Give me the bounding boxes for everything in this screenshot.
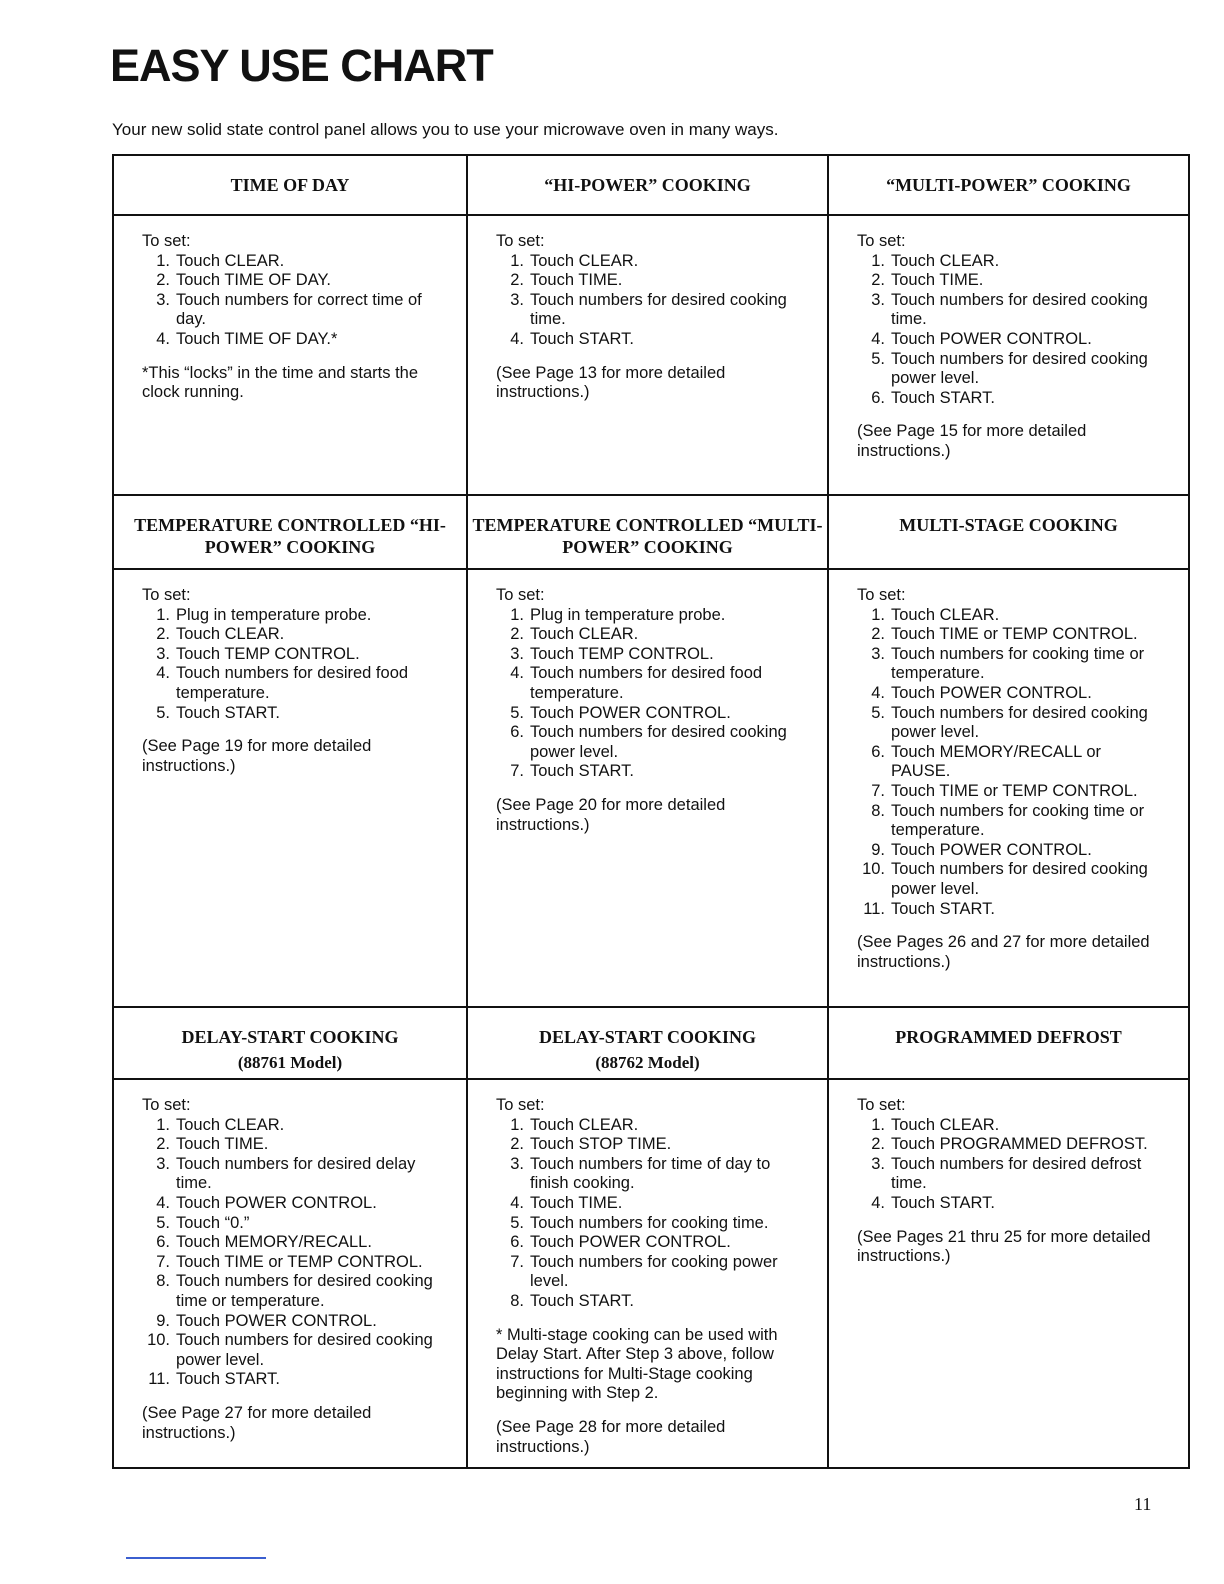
step-item bbox=[857, 684, 1164, 704]
model-subheading: (88762 Model) bbox=[595, 1053, 700, 1072]
heading-text: TEMPERATURE CONTROLLED “HI-POWER” COOKING bbox=[134, 515, 446, 557]
heading-text: “MULTI-POWER” COOKING bbox=[886, 175, 1131, 195]
step-item bbox=[496, 664, 803, 703]
cell-content bbox=[829, 570, 1188, 982]
intro-text: Your new solid state control panel allows you to use your microwave oven in many ways. bbox=[112, 120, 779, 139]
step-number: 4. bbox=[156, 1193, 170, 1212]
step-text: Touch numbers for cooking time. bbox=[530, 1213, 769, 1232]
heading-text: MULTI-STAGE COOKING bbox=[899, 515, 1118, 535]
cell-body bbox=[828, 1079, 1189, 1468]
step-text: Touch POWER CONTROL. bbox=[530, 1233, 731, 1252]
step-item bbox=[857, 645, 1164, 684]
step-number: 2. bbox=[871, 625, 885, 644]
cell-content bbox=[468, 1080, 827, 1467]
step-text: Touch START. bbox=[891, 899, 995, 918]
step-text: Touch numbers for desired cooking time. bbox=[530, 290, 787, 329]
see-page-note: (See Page 19 for more detailed instructions.) bbox=[142, 737, 372, 775]
cell-heading bbox=[113, 495, 467, 569]
cell-content bbox=[829, 1080, 1188, 1277]
step-text: Touch numbers for desired food temperature. bbox=[530, 664, 763, 702]
step-text: Touch CLEAR. bbox=[176, 625, 285, 644]
cell-content bbox=[468, 570, 827, 845]
step-number: 5. bbox=[510, 1213, 524, 1232]
step-item bbox=[142, 1116, 442, 1136]
step-text: Touch CLEAR. bbox=[530, 251, 639, 270]
step-item bbox=[496, 1116, 803, 1136]
step-item bbox=[142, 664, 442, 703]
step-text: Touch CLEAR. bbox=[176, 251, 285, 270]
step-number: 4. bbox=[510, 664, 524, 683]
step-item bbox=[496, 1194, 803, 1214]
step-number: 2. bbox=[871, 1135, 885, 1154]
step-number: 4. bbox=[871, 1193, 885, 1212]
cell-heading bbox=[828, 495, 1189, 569]
step-item bbox=[142, 271, 442, 291]
step-item bbox=[496, 1155, 803, 1194]
step-item bbox=[496, 1214, 803, 1234]
page-number: 11 bbox=[1134, 1494, 1152, 1514]
step-item bbox=[142, 606, 442, 626]
step-item bbox=[496, 1253, 803, 1292]
step-item bbox=[496, 625, 803, 645]
to-set-label: To set: bbox=[142, 232, 191, 250]
step-number: 3. bbox=[156, 1154, 170, 1173]
step-text: Touch TIME. bbox=[891, 271, 984, 290]
step-item bbox=[857, 330, 1164, 350]
heading-text: DELAY-START COOKING bbox=[181, 1027, 399, 1047]
step-number: 6. bbox=[871, 742, 885, 761]
step-number: 8. bbox=[156, 1272, 170, 1291]
step-text: Touch numbers for desired cooking power level. bbox=[891, 349, 1148, 388]
step-text: Touch numbers for cooking time or temperature. bbox=[891, 644, 1145, 683]
step-number: 6. bbox=[156, 1233, 170, 1252]
step-item bbox=[496, 1233, 803, 1253]
footnote: *This “locks” in the time and starts the clock running. bbox=[142, 363, 419, 402]
step-item bbox=[142, 1312, 442, 1332]
step-number: 3. bbox=[156, 290, 170, 309]
step-number: 5. bbox=[871, 349, 885, 368]
step-number: 2. bbox=[510, 1135, 524, 1154]
step-item bbox=[142, 704, 442, 724]
step-number: 3. bbox=[871, 644, 885, 663]
step-item bbox=[142, 1370, 442, 1390]
easy-use-chart bbox=[112, 154, 1190, 1469]
see-page-note: (See Page 15 for more detailed instructions.) bbox=[857, 422, 1087, 460]
step-number: 10. bbox=[147, 1331, 170, 1350]
to-set-label: To set: bbox=[857, 586, 906, 604]
steps-list bbox=[857, 252, 1164, 409]
step-text: Touch PROGRAMMED DEFROST. bbox=[891, 1135, 1148, 1154]
steps-list bbox=[857, 606, 1164, 920]
step-text: Touch POWER CONTROL. bbox=[176, 1311, 377, 1330]
step-number: 3. bbox=[871, 1154, 885, 1173]
step-item bbox=[857, 291, 1164, 330]
step-number: 1. bbox=[871, 605, 885, 624]
see-page-note: (See Page 28 for more detailed instructions.) bbox=[496, 1417, 726, 1456]
step-number: 5. bbox=[510, 703, 524, 722]
step-item bbox=[142, 1214, 442, 1234]
step-number: 1. bbox=[510, 1115, 524, 1134]
step-number: 2. bbox=[156, 1135, 170, 1154]
step-item bbox=[496, 704, 803, 724]
to-set-label: To set: bbox=[857, 232, 906, 250]
step-number: 4. bbox=[156, 329, 170, 348]
step-number: 7. bbox=[510, 1252, 524, 1271]
step-item bbox=[142, 1135, 442, 1155]
step-item bbox=[857, 841, 1164, 861]
step-item bbox=[142, 291, 442, 330]
step-text: Touch TIME. bbox=[176, 1135, 269, 1154]
cell-heading bbox=[113, 1007, 467, 1079]
model-subheading: (88761 Model) bbox=[237, 1053, 343, 1072]
step-number: 10. bbox=[862, 860, 885, 879]
step-item bbox=[857, 704, 1164, 743]
see-page-note: (See Pages 26 and 27 for more detailed instructions.) bbox=[857, 933, 1150, 971]
step-item bbox=[857, 1135, 1164, 1155]
chart-body-row bbox=[113, 1079, 1189, 1468]
chart-body-row bbox=[113, 569, 1189, 1007]
step-number: 9. bbox=[871, 840, 885, 859]
steps-list bbox=[496, 1116, 803, 1312]
to-set-label: To set: bbox=[857, 1096, 906, 1114]
step-item bbox=[857, 625, 1164, 645]
step-item bbox=[857, 271, 1164, 291]
see-page-note: (See Page 20 for more detailed instructions.) bbox=[496, 795, 726, 834]
heading-text: TIME OF DAY bbox=[230, 175, 350, 195]
step-number: 1. bbox=[156, 605, 170, 624]
step-item bbox=[496, 1135, 803, 1155]
step-item bbox=[142, 330, 442, 350]
step-text: Touch “0.” bbox=[176, 1213, 250, 1232]
step-text: Touch numbers for desired cooking power level. bbox=[530, 723, 787, 761]
step-text: Touch numbers for desired cooking power level. bbox=[176, 1331, 433, 1369]
step-text: Touch MEMORY/RECALL. bbox=[176, 1233, 372, 1252]
steps-list bbox=[142, 252, 442, 350]
step-text: Touch CLEAR. bbox=[891, 605, 1000, 624]
cell-content bbox=[468, 216, 827, 413]
step-item bbox=[496, 606, 803, 626]
step-number: 8. bbox=[510, 1291, 524, 1310]
step-text: Touch numbers for desired defrost time. bbox=[891, 1154, 1142, 1193]
step-text: Touch numbers for correct time of day. bbox=[176, 290, 422, 329]
step-item bbox=[496, 271, 803, 291]
step-text: Touch POWER CONTROL. bbox=[891, 329, 1092, 348]
step-number: 1. bbox=[510, 251, 524, 270]
chart-body-row bbox=[113, 215, 1189, 495]
step-text: Touch numbers for desired food temperature. bbox=[176, 664, 409, 702]
cell-content bbox=[829, 216, 1188, 472]
step-number: 1. bbox=[871, 251, 885, 270]
step-number: 7. bbox=[871, 781, 885, 800]
step-item bbox=[496, 723, 803, 762]
step-item bbox=[142, 645, 442, 665]
step-number: 2. bbox=[871, 271, 885, 290]
to-set-label: To set: bbox=[496, 586, 545, 604]
cell-body bbox=[828, 569, 1189, 1007]
step-text: Touch numbers for time of day to finish cooking. bbox=[530, 1154, 771, 1193]
step-text: Touch TIME. bbox=[530, 271, 623, 290]
step-item bbox=[496, 1292, 803, 1312]
step-number: 9. bbox=[156, 1311, 170, 1330]
cell-body bbox=[467, 215, 828, 495]
step-number: 2. bbox=[156, 625, 170, 644]
step-item bbox=[142, 1155, 442, 1194]
footnote: * Multi-stage cooking can be used with Delay Start. After Step 3 above, follow instructions for Multi-Stage cooking beginning with Step 2. bbox=[496, 1325, 778, 1403]
step-item bbox=[857, 1116, 1164, 1136]
step-text: Touch CLEAR. bbox=[176, 1115, 285, 1134]
step-text: Touch STOP TIME. bbox=[530, 1135, 672, 1154]
step-text: Plug in temperature probe. bbox=[530, 605, 726, 624]
step-number: 8. bbox=[871, 801, 885, 820]
step-number: 3. bbox=[510, 1154, 524, 1173]
step-text: Touch numbers for desired delay time. bbox=[176, 1154, 416, 1193]
step-item bbox=[857, 860, 1164, 899]
step-text: Plug in temperature probe. bbox=[176, 605, 372, 624]
step-number: 1. bbox=[871, 1115, 885, 1134]
step-item bbox=[857, 1155, 1164, 1194]
chart-header-row bbox=[113, 1007, 1189, 1079]
step-text: Touch START. bbox=[530, 1291, 634, 1310]
step-item bbox=[857, 606, 1164, 626]
steps-list bbox=[496, 606, 803, 782]
step-number: 2. bbox=[156, 271, 170, 290]
step-number: 5. bbox=[156, 1213, 170, 1232]
steps-list bbox=[857, 1116, 1164, 1214]
step-text: Touch numbers for cooking power level. bbox=[530, 1252, 778, 1291]
scan-artifact-line bbox=[126, 1557, 266, 1559]
step-text: Touch TIME or TEMP CONTROL. bbox=[176, 1252, 423, 1271]
step-text: Touch POWER CONTROL. bbox=[891, 840, 1092, 859]
see-page-note: (See Page 27 for more detailed instructions.) bbox=[142, 1403, 372, 1442]
step-text: Touch TIME or TEMP CONTROL. bbox=[891, 625, 1138, 644]
step-item bbox=[142, 1272, 442, 1311]
heading-text: “HI-POWER” COOKING bbox=[544, 175, 751, 195]
step-item bbox=[142, 1253, 442, 1273]
step-text: Touch START. bbox=[176, 1370, 280, 1389]
step-text: Touch START. bbox=[530, 762, 634, 781]
step-item bbox=[496, 330, 803, 350]
step-text: Touch START. bbox=[891, 388, 995, 407]
step-item bbox=[857, 350, 1164, 389]
see-page-note: (See Page 13 for more detailed instructions.) bbox=[496, 363, 726, 402]
step-item bbox=[142, 252, 442, 272]
cell-heading bbox=[828, 155, 1189, 215]
cell-body bbox=[828, 215, 1189, 495]
cell-body bbox=[467, 1079, 828, 1468]
to-set-label: To set: bbox=[496, 1096, 545, 1114]
cell-body bbox=[113, 569, 467, 1007]
cell-body bbox=[113, 1079, 467, 1468]
step-number: 4. bbox=[871, 329, 885, 348]
step-text: Touch CLEAR. bbox=[891, 1115, 1000, 1134]
step-item bbox=[496, 252, 803, 272]
cell-heading bbox=[113, 155, 467, 215]
step-item bbox=[857, 252, 1164, 272]
step-item bbox=[496, 762, 803, 782]
to-set-label: To set: bbox=[496, 232, 545, 250]
heading-text: DELAY-START COOKING bbox=[539, 1027, 756, 1047]
step-number: 3. bbox=[156, 644, 170, 663]
step-number: 11. bbox=[148, 1370, 170, 1389]
to-set-label: To set: bbox=[142, 1096, 191, 1114]
step-number: 2. bbox=[510, 625, 524, 644]
step-item bbox=[857, 802, 1164, 841]
step-number: 3. bbox=[510, 290, 524, 309]
cell-heading bbox=[467, 155, 828, 215]
step-item bbox=[857, 900, 1164, 920]
step-item bbox=[857, 782, 1164, 802]
step-number: 6. bbox=[510, 723, 524, 742]
heading-text: TEMPERATURE CONTROLLED “MULTI-POWER” COOKING bbox=[472, 515, 823, 557]
cell-content bbox=[114, 570, 466, 786]
cell-heading bbox=[467, 495, 828, 569]
step-text: Touch numbers for desired cooking time. bbox=[891, 290, 1148, 329]
step-number: 5. bbox=[156, 703, 170, 722]
step-number: 6. bbox=[871, 388, 885, 407]
cell-content bbox=[114, 1080, 466, 1453]
step-text: Touch POWER CONTROL. bbox=[530, 703, 731, 722]
step-number: 6. bbox=[510, 1233, 524, 1252]
step-text: Touch START. bbox=[176, 703, 280, 722]
step-number: 7. bbox=[156, 1252, 170, 1271]
step-item bbox=[857, 389, 1164, 409]
heading-text: PROGRAMMED DEFROST bbox=[895, 1027, 1122, 1047]
step-item bbox=[142, 625, 442, 645]
step-item bbox=[857, 743, 1164, 782]
step-text: Touch CLEAR. bbox=[530, 625, 639, 644]
step-text: Touch TIME OF DAY.* bbox=[176, 329, 338, 348]
step-number: 1. bbox=[156, 1115, 170, 1134]
steps-list bbox=[142, 1116, 442, 1390]
step-text: Touch POWER CONTROL. bbox=[176, 1193, 377, 1212]
chart-header-row bbox=[113, 155, 1189, 215]
step-text: Touch numbers for desired cooking power level. bbox=[891, 860, 1148, 898]
step-item bbox=[496, 291, 803, 330]
step-text: Touch START. bbox=[891, 1193, 995, 1212]
step-text: Touch TIME. bbox=[530, 1193, 623, 1212]
step-number: 4. bbox=[156, 664, 170, 683]
steps-list bbox=[142, 606, 442, 724]
step-number: 4. bbox=[510, 329, 524, 348]
step-text: Touch numbers for desired cooking power level. bbox=[891, 703, 1148, 742]
step-number: 7. bbox=[510, 762, 524, 781]
step-item bbox=[142, 1194, 442, 1214]
step-item bbox=[857, 1194, 1164, 1214]
step-number: 3. bbox=[510, 644, 524, 663]
step-text: Touch TEMP CONTROL. bbox=[176, 644, 360, 663]
steps-list bbox=[496, 252, 803, 350]
step-number: 4. bbox=[871, 683, 885, 702]
step-number: 4. bbox=[510, 1193, 524, 1212]
step-text: Touch POWER CONTROL. bbox=[891, 683, 1092, 702]
step-number: 3. bbox=[871, 290, 885, 309]
step-number: 1. bbox=[156, 251, 170, 270]
step-text: Touch numbers for desired cooking time or temperature. bbox=[176, 1272, 433, 1310]
step-item bbox=[142, 1331, 442, 1370]
page-title: EASY USE CHART bbox=[110, 40, 493, 91]
cell-heading bbox=[467, 1007, 828, 1079]
cell-heading bbox=[828, 1007, 1189, 1079]
cell-body bbox=[467, 569, 828, 1007]
step-item bbox=[142, 1233, 442, 1253]
step-text: Touch TIME or TEMP CONTROL. bbox=[891, 781, 1138, 800]
step-text: Touch numbers for cooking time or temperature. bbox=[891, 801, 1145, 840]
step-text: Touch MEMORY/RECALL or PAUSE. bbox=[891, 742, 1101, 781]
step-text: Touch START. bbox=[530, 329, 634, 348]
step-number: 5. bbox=[871, 703, 885, 722]
step-number: 11. bbox=[863, 899, 885, 918]
to-set-label: To set: bbox=[142, 586, 191, 604]
cell-body bbox=[113, 215, 467, 495]
cell-content bbox=[114, 216, 466, 413]
step-text: Touch CLEAR. bbox=[891, 251, 1000, 270]
step-item bbox=[496, 645, 803, 665]
chart-header-row bbox=[113, 495, 1189, 569]
step-text: Touch TEMP CONTROL. bbox=[530, 644, 714, 663]
step-number: 2. bbox=[510, 271, 524, 290]
step-text: Touch TIME OF DAY. bbox=[176, 271, 331, 290]
see-page-note: (See Pages 21 thru 25 for more detailed instructions.) bbox=[857, 1227, 1151, 1266]
step-number: 1. bbox=[510, 605, 524, 624]
step-text: Touch CLEAR. bbox=[530, 1115, 639, 1134]
